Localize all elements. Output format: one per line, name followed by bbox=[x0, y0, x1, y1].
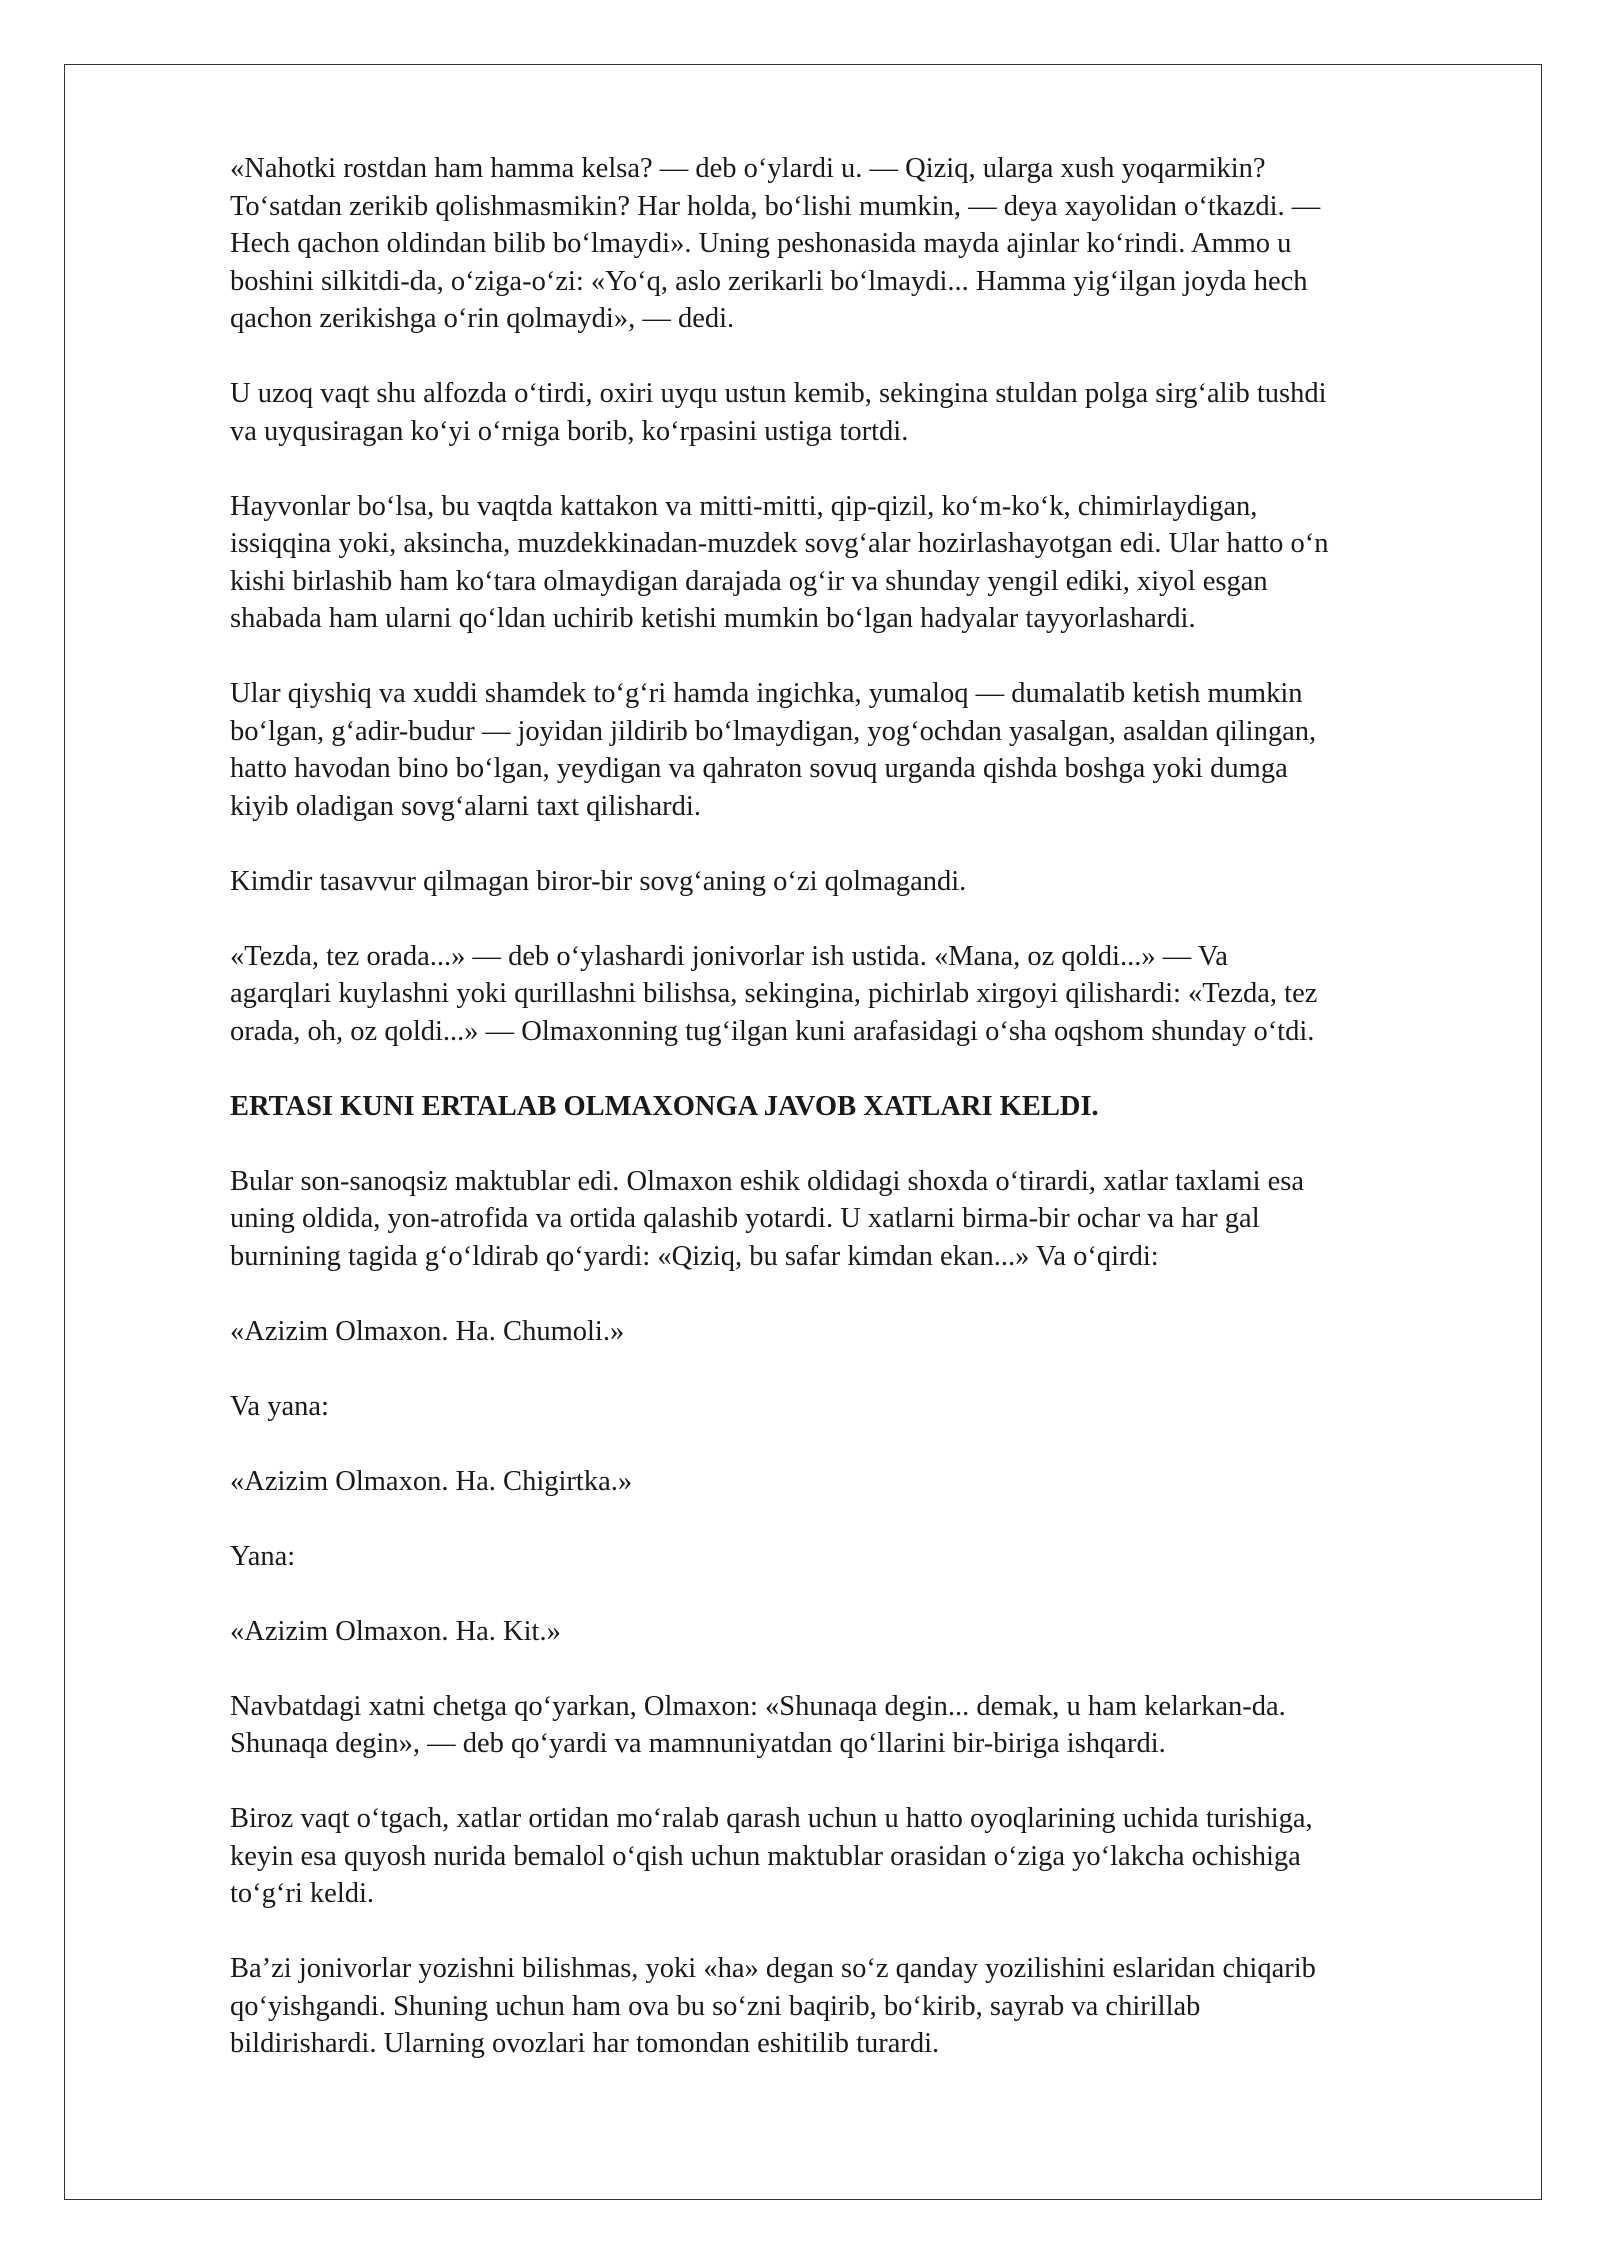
letter-quote-2: «Azizim Olmaxon. Ha. Chigirtka.» bbox=[230, 1465, 633, 1497]
paragraph-9: Yana: bbox=[230, 1540, 296, 1572]
paragraph-1: «Nahotki rostdan ham hamma kelsa? — deb o‘ylardi u. — Qiziq, ularga xush yoqarmikin? To‘satdan zerikib qolishmasmikin? Har holda, bo‘lishi mumkin, — deya xayolidan o‘tkazdi. — Hech qachon oldindan bilib bo‘lmaydi». Uning peshonasida mayda ajinlar ko‘rindi. Ammo u boshini silkitdi-da, o‘ziga-o‘zi: «Yo‘q, aslo zerikarli bo‘lmaydi... Hamma yig‘ilgan joyda hech qachon zerikishga o‘rin qolmaydi», — dedi. bbox=[230, 153, 1321, 334]
document-body bbox=[230, 150, 1480, 2100]
paragraph-2: U uzoq vaqt shu alfozda o‘tirdi, oxiri uyqu ustun kemib, sekingina stuldan polga sirg‘alib tushdi va uyqusiragan ko‘yi o‘rniga borib, ko‘rpasini ustiga tortdi. bbox=[230, 378, 1327, 447]
paragraph-5: Kimdir tasavvur qilmagan biror-bir sovg‘aning o‘zi qolmagandi. bbox=[230, 865, 967, 897]
paragraph-11: Biroz vaqt o‘tgach, xatlar ortidan mo‘ralab qarash uchun u hatto oyoqlarining uchida turishiga, keyin esa quyosh nurida bemalol o‘qish uchun maktublar orasidan o‘ziga yo‘lakcha ochishiga to‘g‘ri keldi. bbox=[230, 1803, 1313, 1909]
paragraph-10: Navbatdagi xatni chetga qo‘yarkan, Olmaxon: «Shunaqa degin... demak, u ham kelarkan-da. Shunaqa degin», — deb qo‘yardi va mamnuniyatdan qo‘llarini bir-biriga ishqardi. bbox=[230, 1690, 1286, 1759]
paragraph-3: Hayvonlar bo‘lsa, bu vaqtda kattakon va mitti-mitti, qip-qizil, ko‘m-ko‘k, chimirlaydigan, issiqqina yoki, aksincha, muzdekkinadan-muzdek sovg‘alar hozirlashayotgan edi. Ular hatto o‘n kishi birlashib ham ko‘tara olmaydigan darajada og‘ir va shunday yengil ediki, xiyol esgan shabada ham ularni qo‘ldan uchirib ketishi mumkin bo‘lgan hadyalar tayyorlashardi. bbox=[230, 490, 1329, 634]
letter-quote-1: «Azizim Olmaxon. Ha. Chumoli.» bbox=[230, 1315, 625, 1347]
section-heading: ERTASI KUNI ERTALAB OLMAXONGA JAVOB XATLARI KELDI. bbox=[230, 1090, 1099, 1122]
paragraph-6: «Tezda, tez orada...» — deb o‘ylashardi jonivorlar ish ustida. «Mana, oz qoldi...» — Va agarqlari kuylashni yoki qurillashni bilishsa, sekingina, pichirlab xirgoyi qilishardi: «Tezda, tez orada, oh, oz qoldi...» — Olmaxonning tug‘ilgan kuni arafasidagi o‘sha oqshom shunday o‘tdi. bbox=[230, 940, 1318, 1047]
paragraph-4: Ular qiyshiq va xuddi shamdek to‘g‘ri hamda ingichka, yumaloq — dumalatib ketish mumkin bo‘lgan, g‘adir-budur — joyidan jildirib bo‘lmaydigan, yog‘ochdan yasalgan, asaldan qilingan, hatto havodan bino bo‘lgan, yeydigan va qahraton sovuq urganda qishda boshga yoki dumga kiyib oladigan sovg‘alarni taxt qilishardi. bbox=[230, 678, 1317, 822]
paragraph-12: Ba’zi jonivorlar yozishni bilishmas, yoki «ha» degan so‘z qanday yozilishini eslaridan chiqarib qo‘yishgandi. Shuning uchun ham ova bu so‘zni baqirib, bo‘kirib, sayrab va chirillab bildirishardi. Ularning ovozlari har tomondan eshitilib turardi. bbox=[230, 1953, 1316, 2059]
letter-quote-3: «Azizim Olmaxon. Ha. Kit.» bbox=[230, 1615, 561, 1647]
paragraph-7: Bular son-sanoqsiz maktublar edi. Olmaxon eshik oldidagi shoxda o‘tirardi, xatlar taxlami esa uning oldida, yon-atrofida va ortida qalashib yotardi. U xatlarni birma-bir ochar va har gal burnining tagida g‘o‘ldirab qo‘yardi: «Qiziq, bu safar kimdan ekan...» Va o‘qirdi: bbox=[230, 1165, 1305, 1272]
paragraph-8: Va yana: bbox=[230, 1390, 329, 1422]
